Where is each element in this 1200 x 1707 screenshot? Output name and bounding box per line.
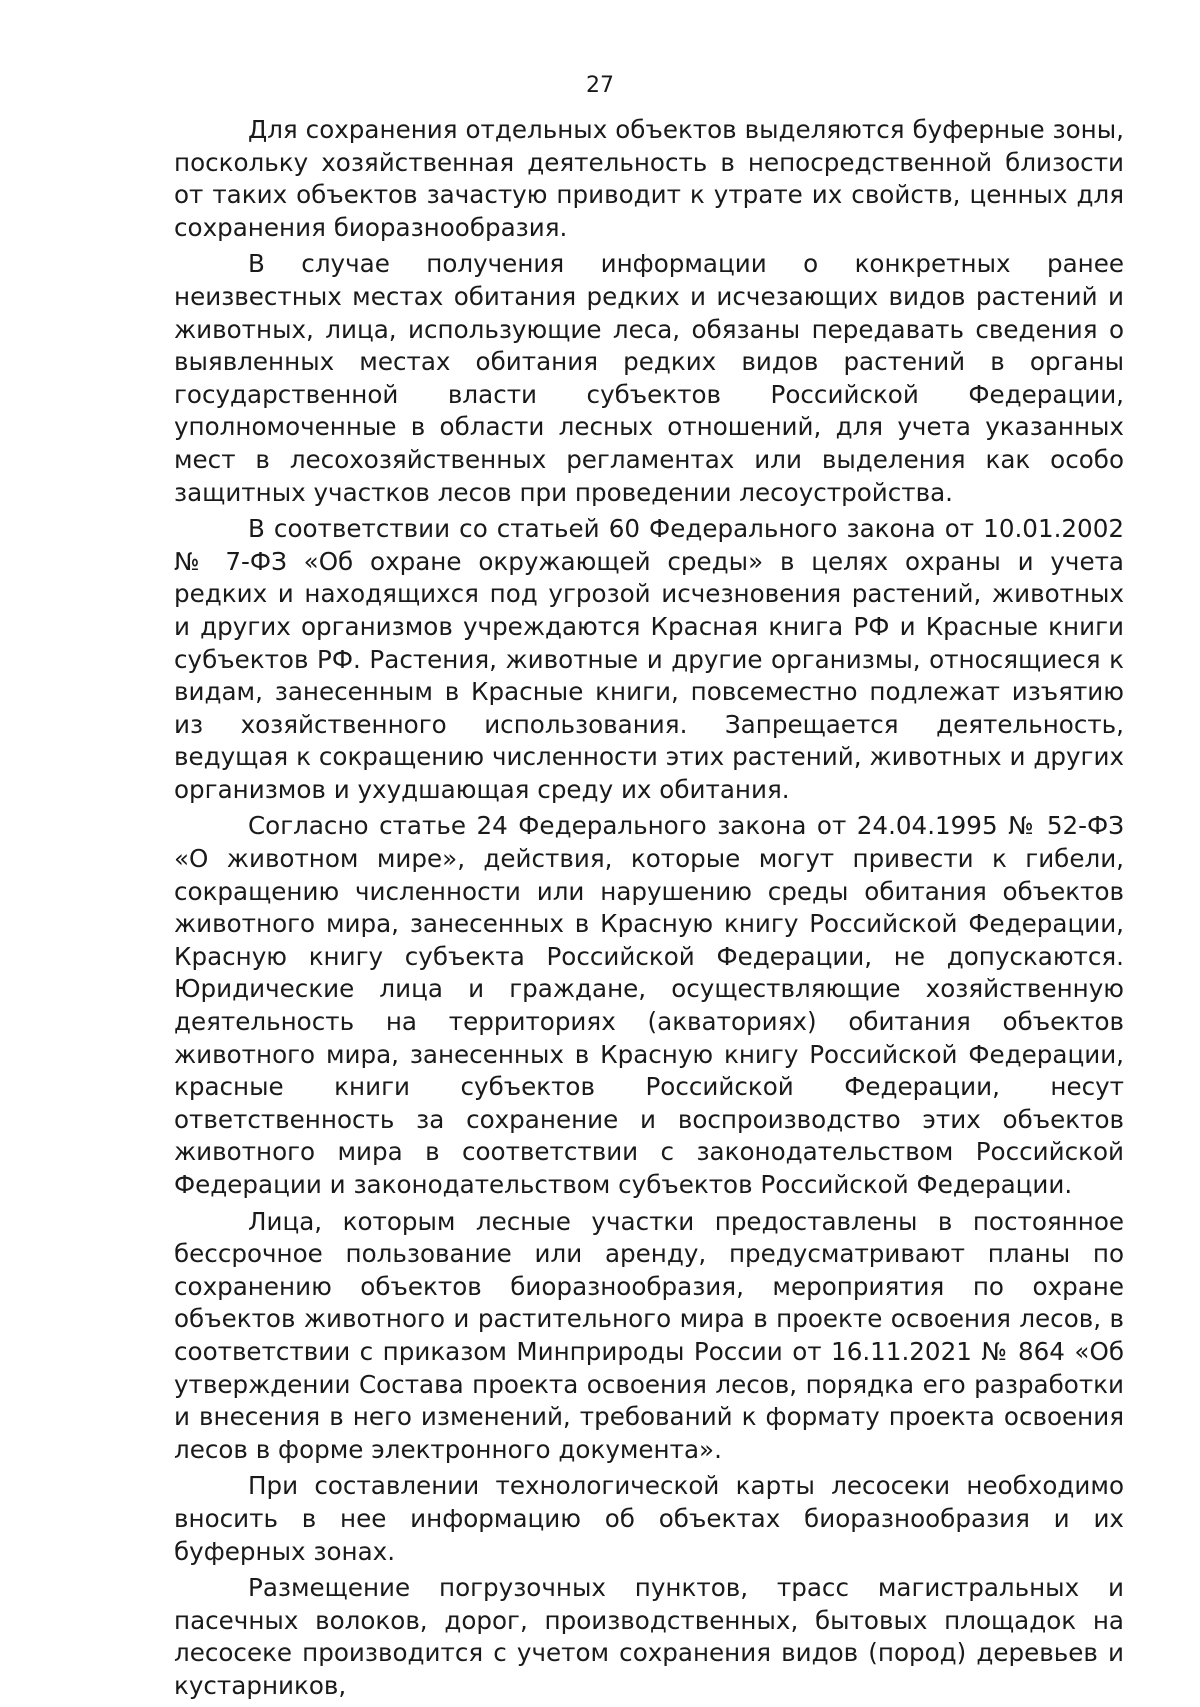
paragraph-technological-map: При составлении технологической карты лесосеки необходимо вносить в нее информацию об объектах биоразнообразия и их буферных зонах. [174,1471,1124,1566]
page-number: 27 [586,73,614,98]
paragraph-habitat-information: В случае получения информации о конкретных ранее неизвестных местах обитания редких и исчезающих видов растений и животных, лица, использующие леса, обязаны передавать сведения о выявленных местах обитания редких видов растений в органы государственной власти субъектов Российской Федерации, уполномоченные в области лесных отношений, для учета указанных мест в лесохозяйственных регламентах или выделения как особо защитных участков лесов при проведении лесоустройства. [174,249,1124,507]
paragraph-red-book-law: В соответствии со статьей 60 Федерального закона от 10.01.2002 № 7-ФЗ «Об охране окружающей среды» в целях охраны и учета редких и находящихся под угрозой исчезновения растений, животных и других организмов учреждаются Красная книга РФ и Красные книги субъектов РФ. Растения, животные и другие организмы, относящиеся к видам, занесенным в Красные книги, повсеместно подлежат изъятию из хозяйственного использования. Запрещается деятельность, ведущая к сокращению численности этих растений, животных и других организмов и ухудшающая среду их обитания. [174,514,1124,804]
paragraph-forest-development-project: Лица, которым лесные участки предоставлены в постоянное бессрочное пользование или аренду, предусматривают планы по сохранению объектов биоразнообразия, мероприятия по охране объектов животного и растительного мира в проекте освоения лесов, в соответствии с приказом Минприроды России от 16.11.2021 № 864 «Об утверждении Состава проекта освоения лесов, порядка его разработки и внесения в него изменений, требований к формату проекта освоения лесов в форме электронного документа». [174,1206,1124,1464]
paragraph-wildlife-law: Согласно статье 24 Федерального закона от 24.04.1995 № 52-ФЗ «О животном мире», действия, которые могут привести к гибели, сокращению численности или нарушению среды обитания объектов животного мира, занесенных в Красную книгу Российской Федерации, Красную книгу субъекта Российской Федерации, не допускаются. Юридические лица и граждане, осуществляющие хозяйственную деятельность на территориях (акваториях) обитания объектов животного мира, занесенных в Красную книгу Российской Федерации, красные книги субъектов Российской Федерации, несут ответственность за сохранение и воспроизводство этих объектов животного мира в соответствии с законодательством Российской Федерации и законодательством субъектов Российской Федерации. [174,811,1124,1199]
document-body [174,114,1124,1707]
paragraph-buffer-zones: Для сохранения отдельных объектов выделяются буферные зоны, поскольку хозяйственная деятельность в непосредственной близости от таких объектов зачастую приводит к утрате их свойств, ценных для сохранения биоразнообразия. [174,115,1124,242]
paragraph-loading-points: Размещение погрузочных пунктов, трасс магистральных и пасечных волоков, дорог, производственных, бытовых площадок на лесосеке производится с учетом сохранения видов (пород) деревьев и кустарников, [174,1573,1124,1700]
